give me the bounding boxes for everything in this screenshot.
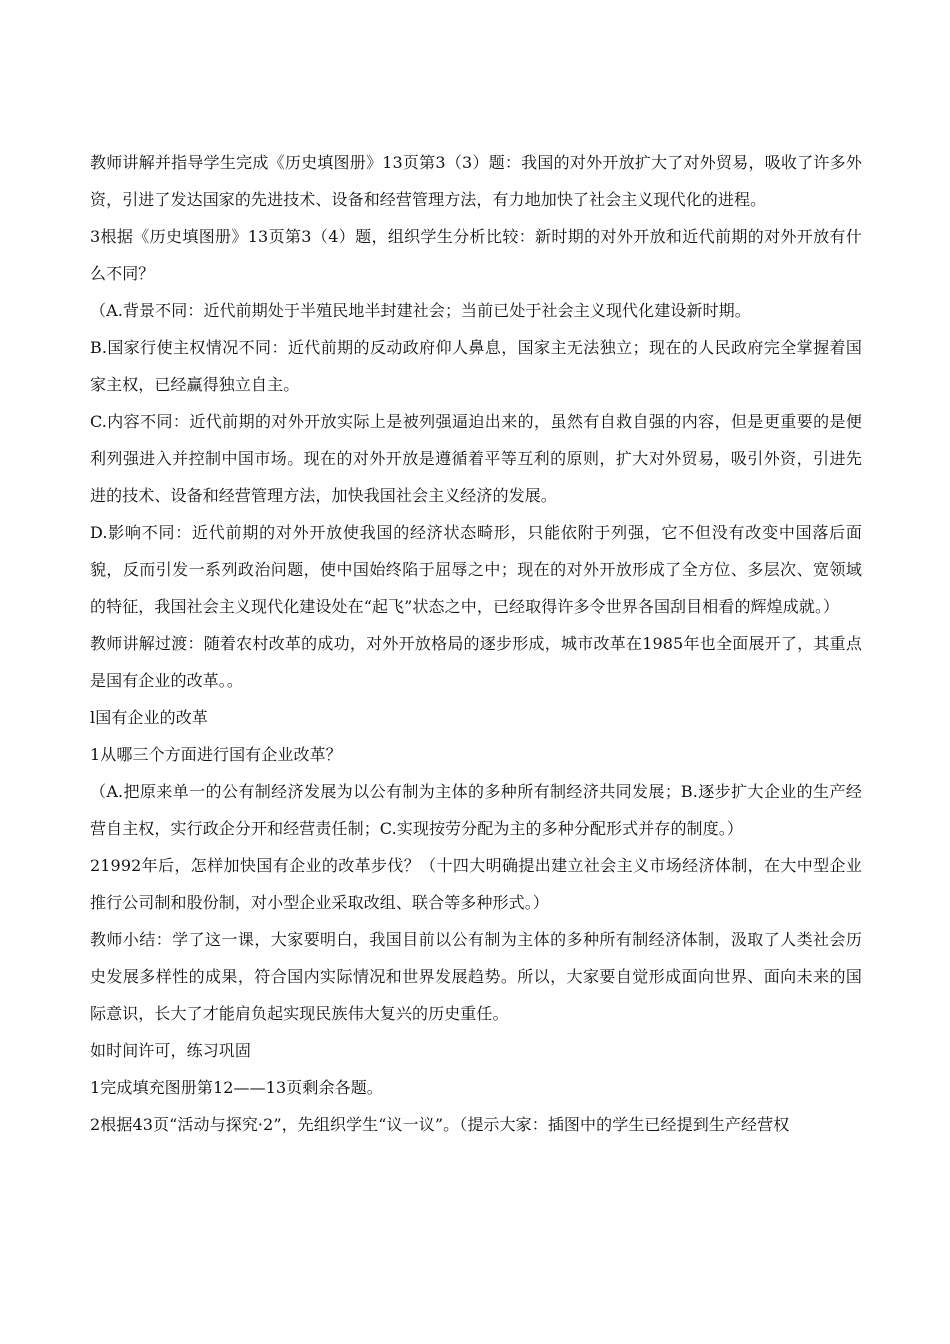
- paragraph-teacher-transition: 教师讲解过渡：随着农村改革的成功，对外开放格局的逐步形成，城市改革在1985年也全面展开了，其重点是国有企业的改革。。: [90, 634, 862, 690]
- paragraph-answer-three-aspects: （A.把原来单一的公有制经济发展为以公有制为主体的多种所有制经济共同发展；B.逐步扩大企业的生产经营自主权，实行政企分开和经营责任制；C.实现按劳分配为主的多种分配形式并存的制度。）: [90, 782, 862, 838]
- paragraph-practice-2: 2根据43页“活动与探究·2”，先组织学生“议一议”。（提示大家：插图中的学生已经提到生产经营权: [90, 1115, 790, 1134]
- section-heading-soe-reform: l国有企业的改革: [90, 708, 208, 727]
- paragraph-question-3-4: 3根据《历史填图册》13页第3（4）题，组织学生分析比较：新时期的对外开放和近代前期的对外开放有什么不同？: [90, 227, 862, 283]
- paragraph-teacher-explains-3-3: 教师讲解并指导学生完成《历史填图册》13页第3（3）题：我国的对外开放扩大了对外贸易，吸收了许多外资，引进了发达国家的先进技术、设备和经营管理方法，有力地加快了社会主义现代化的进程。: [90, 153, 862, 209]
- paragraph-answer-b: B.国家行使主权情况不同：近代前期的反动政府仰人鼻息，国家主无法独立；现在的人民政府完全掌握着国家主权，已经赢得独立自主。: [90, 338, 862, 394]
- paragraph-practice-heading: 如时间许可，练习巩固: [90, 1041, 252, 1060]
- paragraph-answer-c: C.内容不同：近代前期的对外开放实际上是被列强逼迫出来的，虽然有自救自强的内容，但是更重要的是便利列强进入并控制中国市场。现在的对外开放是遵循着平等互利的原则，扩大对外贸易，吸引外资，引进先进的技术、设备和经营管理方法，加快我国社会主义经济的发展。: [90, 412, 862, 505]
- paragraph-answer-d: D.影响不同：近代前期的对外开放使我国的经济状态畸形，只能依附于列强，它不但没有改变中国落后面貌，反而引发一系列政治问题，使中国始终陷于屈辱之中；现在的对外开放形成了全方位、多层次、宽领域的特征，我国社会主义现代化建设处在“起飞”状态之中，已经取得许多令世界各国刮目相看的辉煌成就。）: [90, 523, 862, 616]
- paragraph-practice-1: 1完成填充图册第12——13页剩余各题。: [90, 1078, 383, 1097]
- paragraph-answer-a: （A.背景不同：近代前期处于半殖民地半封建社会；当前已处于社会主义现代化建设新时期。: [90, 301, 751, 320]
- paragraph-question-2-1992: 21992年后，怎样加快国有企业的改革步伐？（十四大明确提出建立社会主义市场经济体制，在大中型企业推行公司制和股份制，对小型企业采取改组、联合等多种形式。）: [90, 856, 862, 912]
- paragraph-teacher-summary: 教师小结：学了这一课，大家要明白，我国目前以公有制为主体的多种所有制经济体制，汲取了人类社会历史发展多样性的成果，符合国内实际情况和世界发展趋势。所以，大家要自觉形成面向世界、面向未来的国际意识，长大了才能肩负起实现民族伟大复兴的历史重任。: [90, 930, 862, 1023]
- paragraph-question-1: 1从哪三个方面进行国有企业改革？: [90, 745, 342, 764]
